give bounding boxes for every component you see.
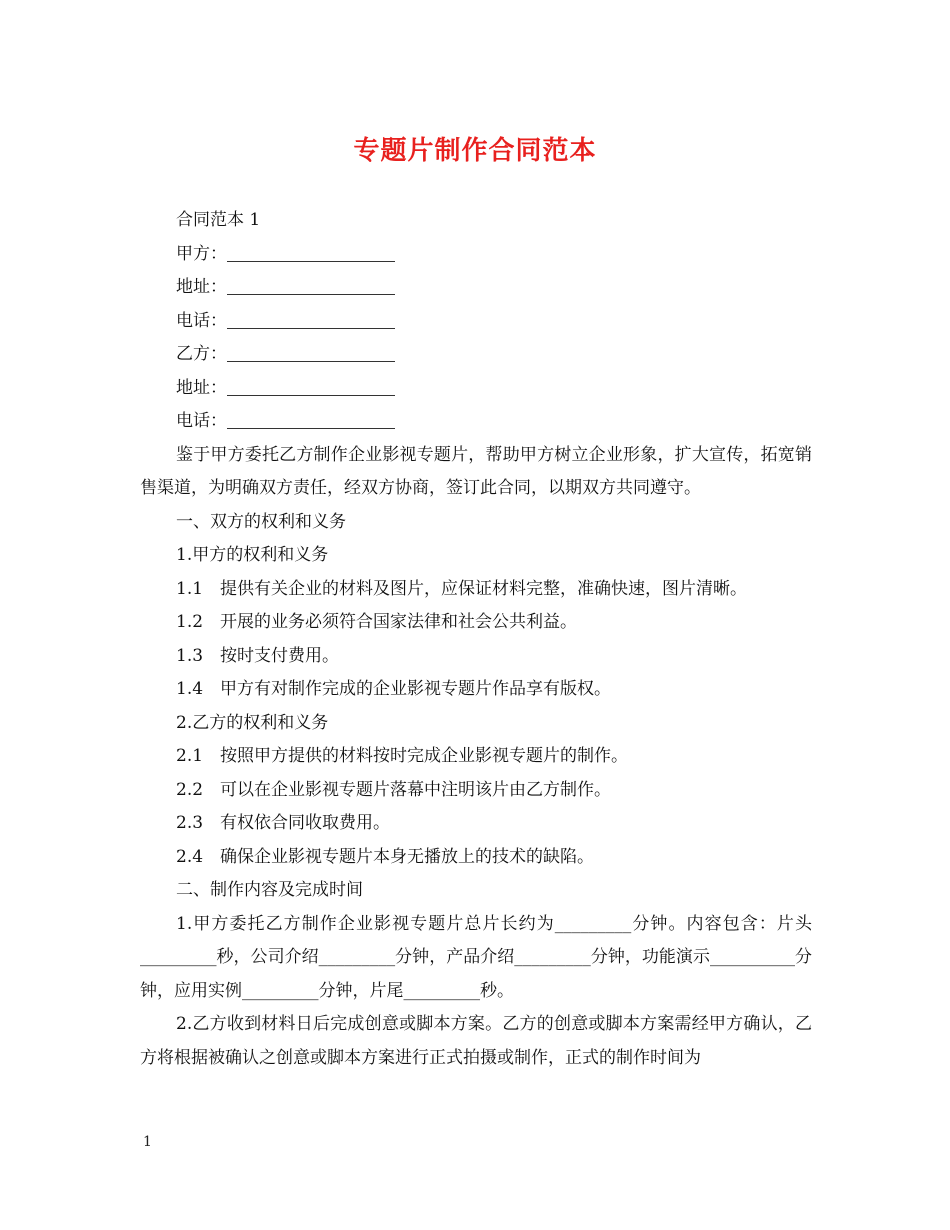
field-party-a xyxy=(140,238,812,272)
subsection-heading: 2.乙方的权利和义务 xyxy=(176,712,329,733)
page-number: 1 xyxy=(143,1134,152,1150)
clause-paragraph: 1.甲方委托乙方制作企业影视专题片总片长约为_________分钟。内容包含：片头_________秒，公司介绍_________分钟，产品介绍_________分钟，功能演示__________分钟，应用实例_________分钟，片尾_________秒。 xyxy=(140,913,812,1001)
field-phone-a xyxy=(140,305,812,339)
field-label: 电话： xyxy=(176,310,227,331)
clause-paragraph: 2.乙方收到材料日后完成创意或脚本方案。乙方的创意或脚本方案需经甲方确认，乙方将根据被确认之创意或脚本方案进行正式拍摄或制作，正式的制作时间为 xyxy=(140,1014,812,1068)
blank-line[interactable] xyxy=(227,375,395,396)
clause-item: 2.3 有权依合同收取费用。 xyxy=(176,813,391,833)
blank-line[interactable] xyxy=(227,341,395,362)
section-heading: 一、双方的权利和义务 xyxy=(176,511,346,532)
clause-item: 1.4 甲方有对制作完成的企业影视专题片作品享有版权。 xyxy=(176,679,612,699)
field-label: 地址： xyxy=(176,377,227,398)
document-body xyxy=(140,204,812,1075)
field-address-a xyxy=(140,271,812,305)
subsection-heading: 1.甲方的权利和义务 xyxy=(176,545,329,565)
field-phone-b xyxy=(140,405,812,439)
clause-item: 2.4 确保企业影视专题片本身无播放上的技术的缺陷。 xyxy=(176,846,595,867)
blank-line[interactable] xyxy=(227,241,395,262)
field-address-b xyxy=(140,372,812,406)
clause-item: 1.3 按时支付费用。 xyxy=(176,645,340,666)
field-label: 乙方： xyxy=(176,344,227,364)
blank-line[interactable] xyxy=(227,274,395,295)
clause-item: 2.1 按照甲方提供的材料按时完成企业影视专题片的制作。 xyxy=(176,746,629,766)
section-label: 合同范本 1 xyxy=(176,210,261,230)
field-party-b xyxy=(140,338,812,372)
field-label: 地址： xyxy=(176,277,227,297)
preamble-paragraph: 鉴于甲方委托乙方制作企业影视专题片，帮助甲方树立企业形象，扩大宣传，拓宽销售渠道，为明确双方责任，经双方协商，签订此合同，以期双方共同遵守。 xyxy=(140,444,812,498)
section-heading: 二、制作内容及完成时间 xyxy=(176,880,363,900)
clause-item: 1.1 提供有关企业的材料及图片，应保证材料完整，准确快速，图片清晰。 xyxy=(176,578,748,599)
field-label: 甲方： xyxy=(176,243,227,264)
clause-item: 2.2 可以在企业影视专题片落幕中注明该片由乙方制作。 xyxy=(176,779,612,800)
clause-item: 1.2 开展的业务必须符合国家法律和社会公共利益。 xyxy=(176,612,578,632)
blank-line[interactable] xyxy=(227,308,395,329)
field-label: 电话： xyxy=(176,411,227,431)
document-title: 专题片制作合同范本 xyxy=(353,136,597,166)
blank-line[interactable] xyxy=(227,408,395,429)
